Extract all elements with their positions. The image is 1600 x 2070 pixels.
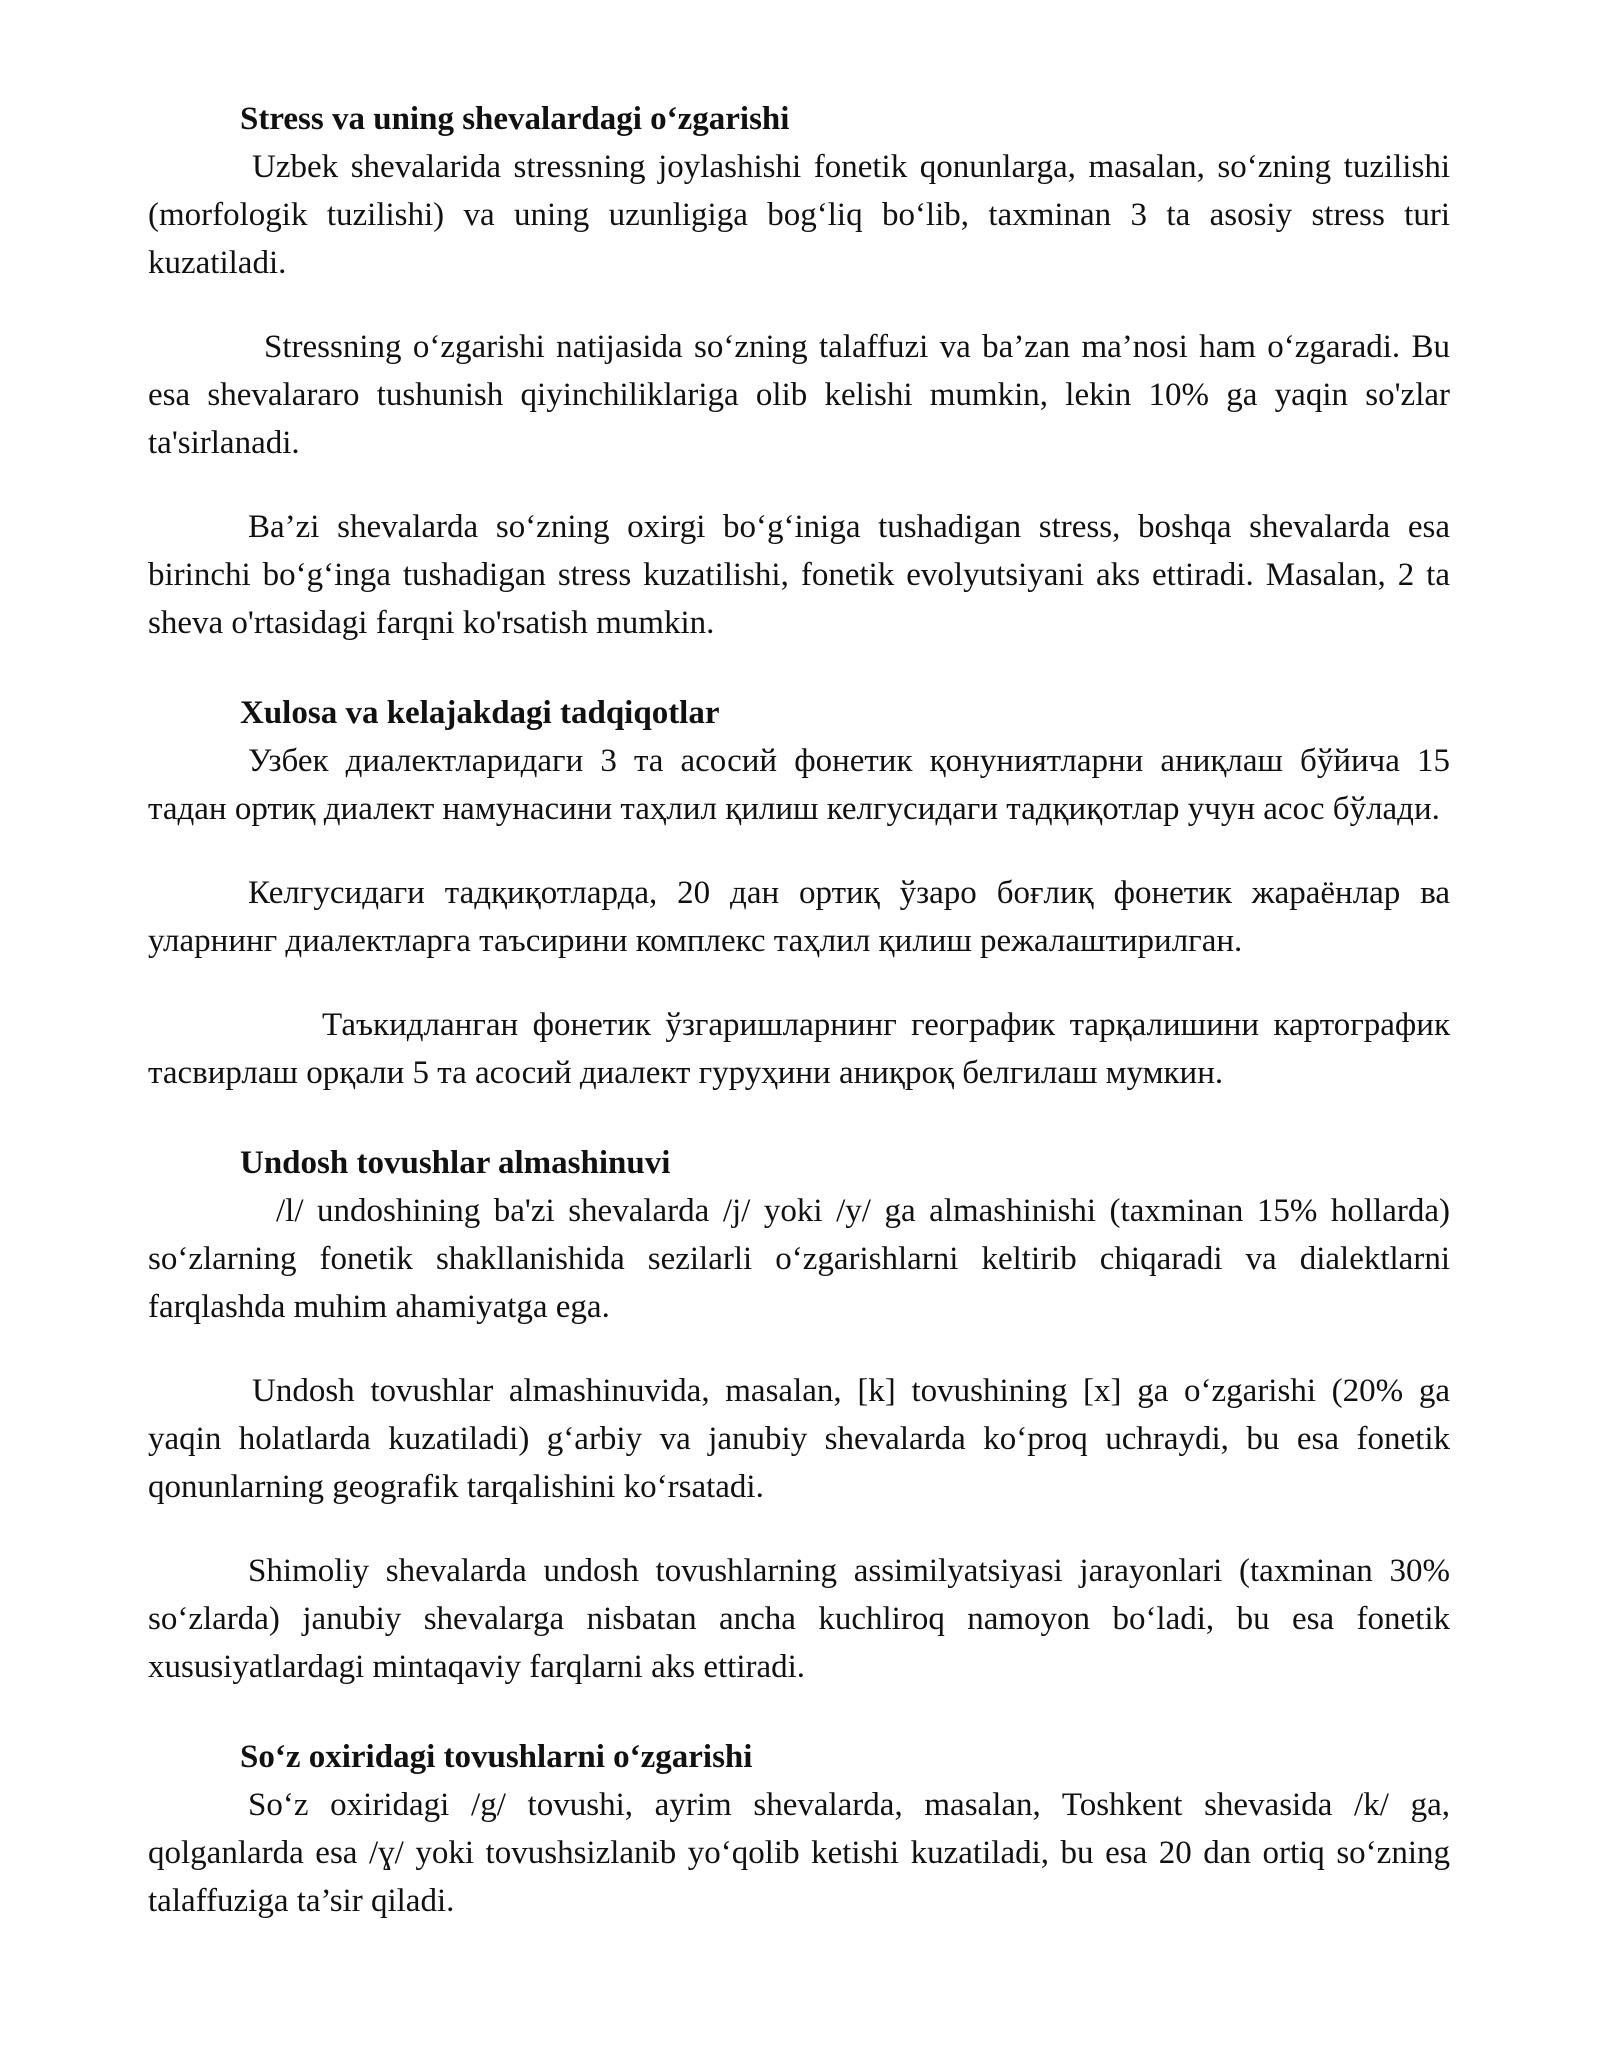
paragraph: /l/ undoshining ba'zi shevalarda /j/ yoki /y/ ga almashinishi (taxminan 15% hollarda) so‘zlarning fonetik shakllanishida sezilarli o‘zgarishlarni keltirib chiqaradi va dialektlarni farqlashda muhim ahamiyatga ega. — [148, 1193, 1450, 1325]
paragraph: Таъкидланган фонетик ўзгаришларнинг географик тарқалишини картографик тасвирлаш орқали 5 та асосий диалект гуруҳини аниқроқ белгилаш мумкин. — [148, 1007, 1450, 1091]
paragraph: So‘z oxiridagi /g/ tovushi, ayrim shevalarda, masalan, Toshkent shevasida /k/ ga, qolganlarda esa /ɣ/ yoki tovushsizlanib yo‘qolib ketishi kuzatiladi, bu esa 20 dan ortiq so‘zning talaffuziga ta’sir qiladi. — [148, 1787, 1450, 1919]
section-stress — [148, 95, 1450, 647]
document-page — [148, 95, 1450, 1925]
section-conclusion — [148, 689, 1450, 1097]
paragraph: Shimoliy shevalarda undosh tovushlarning assimilyatsiyasi jarayonlari (taxminan 30% so‘zlarda) janubiy shevalarga nisbatan ancha kuchliroq namoyon bo‘ladi, bu esa fonetik xususiyatlardagi mintaqaviy farqlarni aks ettiradi. — [148, 1553, 1450, 1685]
paragraph: Узбек диалектларидаги 3 та асосий фонетик қонуниятларни аниқлаш бўйича 15 тадан ортиқ диалект намунасини таҳлил қилиш келгусидаги тадқиқотлар учун асос бўлади. — [148, 743, 1450, 827]
paragraph: Uzbek shevalarida stressning joylashishi fonetik qonunlarga, masalan, so‘zning tuzilishi (morfologik tuzilishi) va uning uzunligiga bog‘liq bo‘lib, taxminan 3 ta asosiy stress turi kuzatiladi. — [148, 149, 1450, 281]
section-heading: Xulosa va kelajakdagi tadqiqotlar — [240, 695, 720, 731]
paragraph: Келгусидаги тадқиқотларда, 20 дан ортиқ ўзаро боғлиқ фонетик жараёнлар ва уларнинг диалектларга таъсирини комплекс таҳлил қилиш режалаштирилган. — [148, 875, 1450, 959]
section-word-final — [148, 1733, 1450, 1925]
paragraph: Undosh tovushlar almashinuvida, masalan, [k] tovushining [x] ga o‘zgarishi (20% ga yaqin holatlarda kuzatiladi) g‘arbiy va janubiy shevalarda ko‘proq uchraydi, bu esa fonetik qonunlarning geografik tarqalishini ko‘rsatadi. — [148, 1373, 1450, 1505]
section-consonants — [148, 1139, 1450, 1691]
section-heading: Stress va uning shevalardagi o‘zgarishi — [240, 101, 790, 137]
section-heading: Undosh tovushlar almashinuvi — [240, 1145, 671, 1181]
paragraph: Ba’zi shevalarda so‘zning oxirgi bo‘g‘iniga tushadigan stress, boshqa shevalarda esa birinchi bo‘g‘inga tushadigan stress kuzatilishi, fonetik evolyutsiyani aks ettiradi. Masalan, 2 ta sheva o'rtasidagi farqni ko'rsatish mumkin. — [148, 509, 1450, 641]
paragraph: Stressning o‘zgarishi natijasida so‘zning talaffuzi va ba’zan ma’nosi ham o‘zgaradi. Bu esa shevalararo tushunish qiyinchiliklariga olib kelishi mumkin, lekin 10% ga yaqin so'zlar ta'sirlanadi. — [148, 329, 1450, 461]
section-heading: So‘z oxiridagi tovushlarni o‘zgarishi — [240, 1739, 753, 1775]
